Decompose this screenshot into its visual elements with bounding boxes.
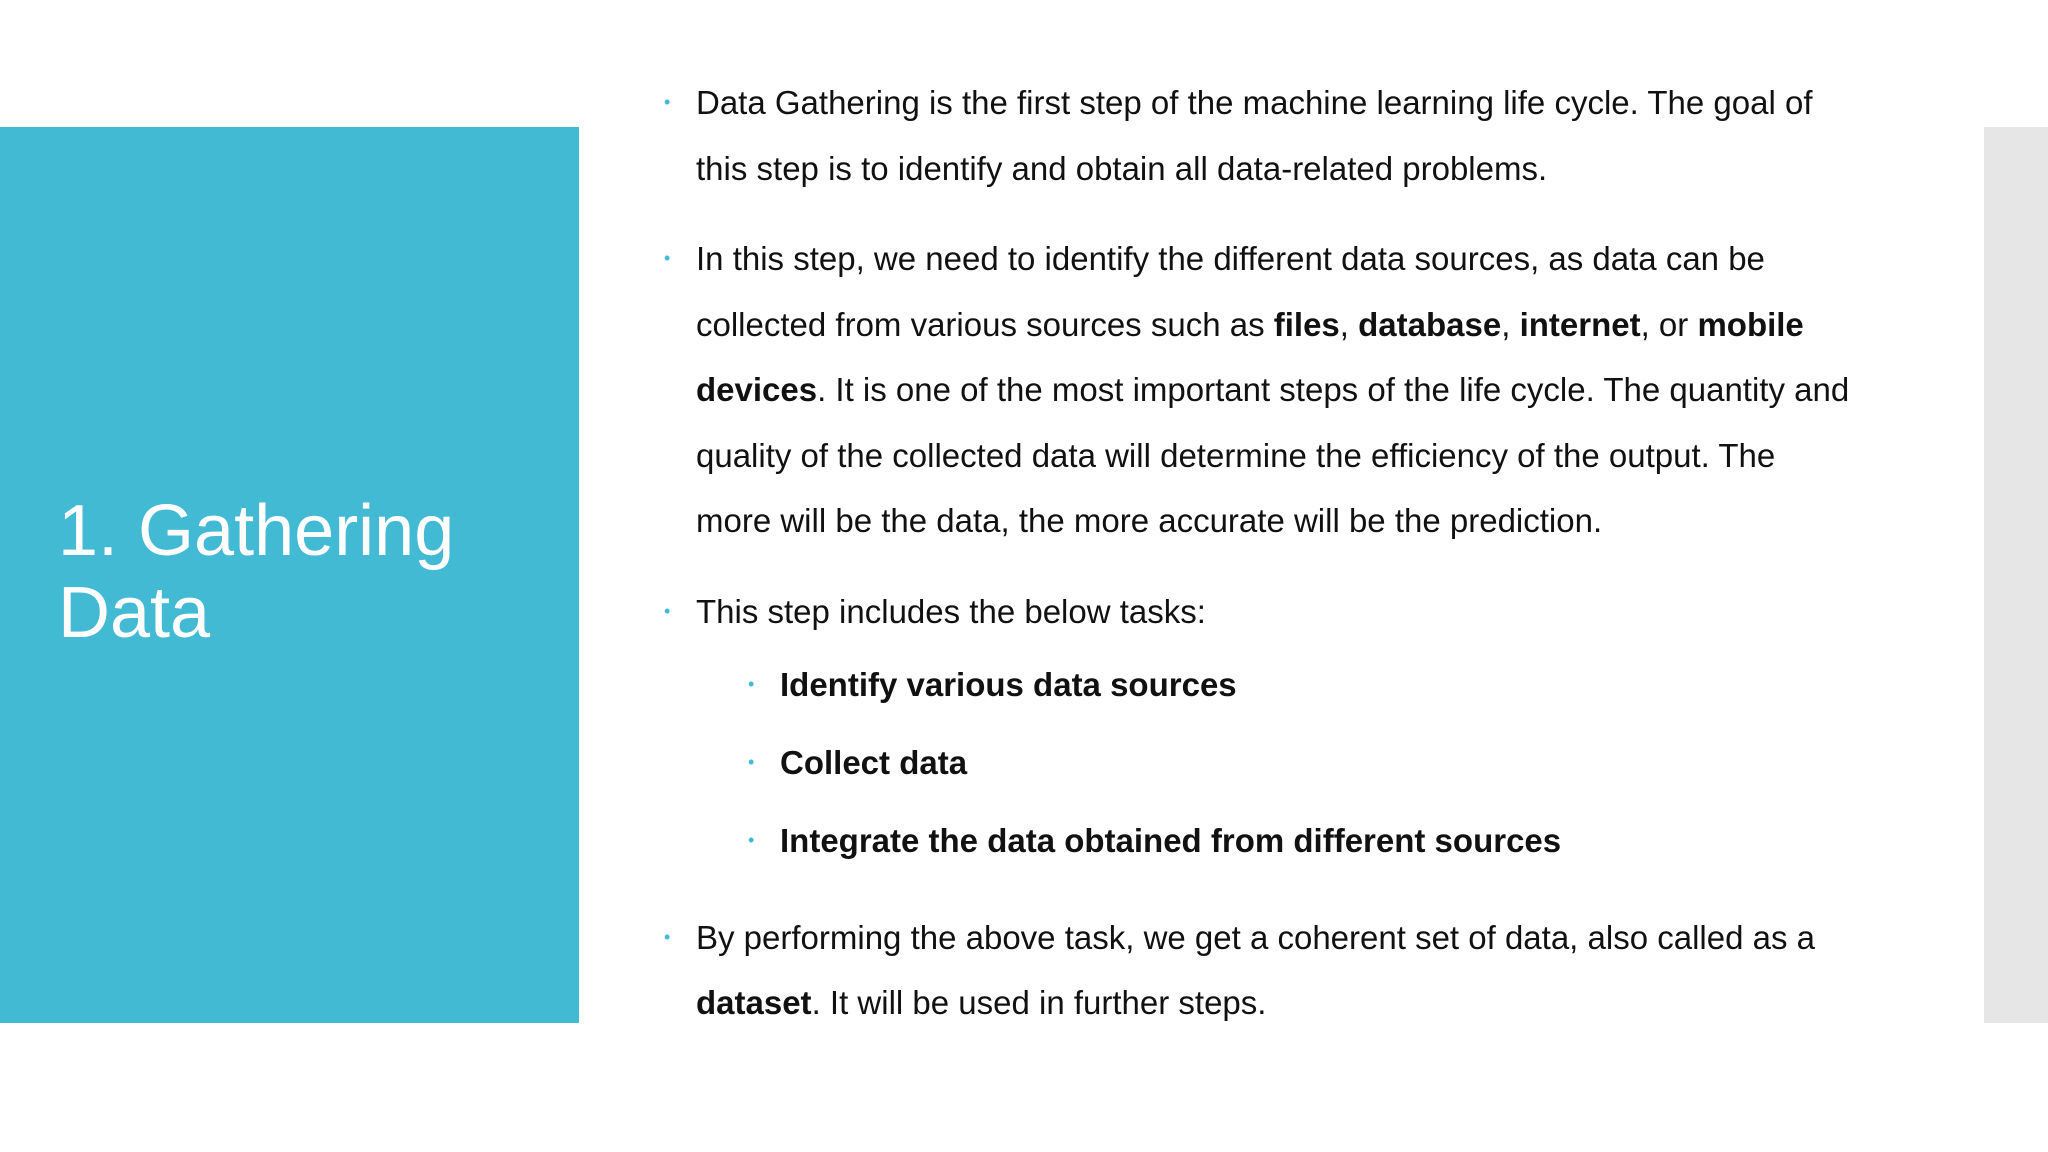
sub-bullet-item: [748, 652, 1854, 717]
bold-term: mobile devices: [696, 305, 1804, 408]
bold-term: files: [1273, 305, 1340, 343]
bullet-text: . It will be used in further steps.: [811, 984, 1267, 1021]
bullet-text: In this step, we need to identify the different data sources, as data can be collected from various sources such as: [696, 240, 1765, 343]
content-body: [664, 70, 1854, 1036]
sub-bullet-text: Identify various data sources: [780, 665, 1237, 703]
bullet-icon: •: [664, 92, 671, 112]
sub-bullet-item: [748, 730, 1854, 795]
side-strip: [1984, 127, 2048, 1023]
bold-term: internet: [1519, 305, 1641, 343]
separator: ,: [1501, 305, 1520, 343]
bullet-icon: •: [748, 673, 755, 694]
bullet-icon: •: [748, 751, 755, 772]
bold-term: database: [1358, 305, 1502, 343]
bullet-item: [664, 70, 1854, 201]
sub-bullet-text: Integrate the data obtained from different sources: [780, 821, 1562, 859]
bullet-icon: •: [664, 248, 671, 268]
bullet-item: [664, 226, 1854, 554]
separator: , or: [1640, 305, 1698, 343]
sub-bullet-item: [748, 808, 1854, 873]
bold-term: dataset: [696, 984, 812, 1021]
bullet-icon: •: [664, 601, 671, 621]
bullet-text: By performing the above task, we get a coherent set of data, also called as a: [696, 918, 1815, 956]
bullet-text: This step includes the below tasks:: [696, 593, 1206, 630]
bullet-icon: •: [748, 829, 755, 850]
sub-bullet-text: Collect data: [780, 743, 968, 781]
slide-title: 1. Gathering Data: [58, 491, 455, 653]
bullet-item: [664, 905, 1854, 1036]
bullet-icon: •: [664, 926, 671, 947]
bullet-text: Data Gathering is the first step of the machine learning life cycle. The goal of this step is to identify and obtain all data-related problems.: [696, 84, 1813, 187]
bullet-text: . It is one of the most important steps of the life cycle. The quantity and quality of the collected data will determine the efficiency of the output. The more will be the data, the more accurate will be the prediction.: [696, 371, 1850, 539]
separator: ,: [1339, 305, 1359, 343]
bullet-item: [664, 579, 1854, 645]
